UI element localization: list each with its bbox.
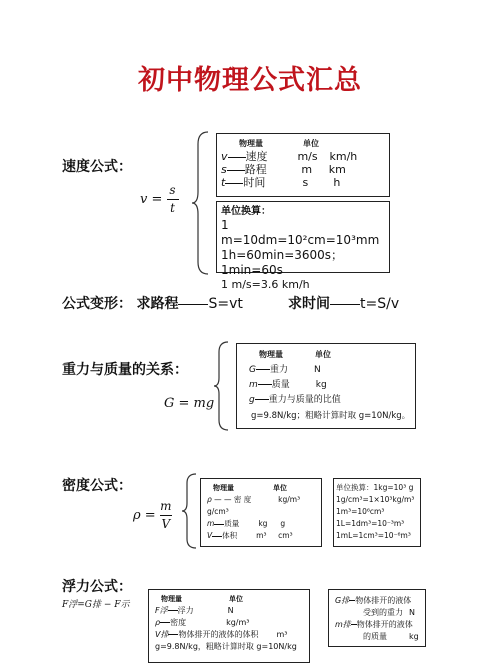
conversion-line: 1g/cm³=1×10³kg/m³	[336, 495, 415, 504]
gravity-formula: G = mg	[164, 396, 215, 411]
speed-frac-num: s	[169, 183, 176, 197]
density-formula-lhs: ρ =	[133, 508, 156, 523]
conversion-line: 1 m/s=3.6 km/h	[221, 278, 310, 291]
buoyancy-side-box	[328, 589, 426, 647]
buoyancy-formula: F浮=G排 − F示	[62, 600, 130, 610]
speed-formula	[140, 184, 179, 215]
buoyancy-side-line: 受到的重力 N	[363, 608, 415, 617]
buoyancy-note: g=9.8N/kg，粗略计算时取 g=10N/kg	[155, 642, 297, 651]
page-title: 初中物理公式汇总	[138, 65, 362, 96]
gravity-row-g: G 重力 N	[249, 365, 321, 375]
speed-row-s: s 路程 m km	[221, 163, 346, 176]
conversion-line: 1L=1dm³=10⁻³m³	[336, 519, 405, 528]
density-row-rho-unit2: g/cm³	[207, 507, 229, 516]
density-row-rho: ρ — — 密 度 kg/m³	[207, 495, 301, 504]
conversion-line: 1m³=10⁶cm³	[336, 507, 385, 516]
buoyancy-quantity-box	[148, 589, 310, 663]
speed-row-v: v 速度 m/s km/h	[221, 150, 358, 163]
conversion-line: 1h=60min=3600s；	[221, 248, 344, 262]
speed-frac-den: t	[170, 201, 175, 215]
gravity-note: g=9.8N/kg；粗略计算时取 g=10N/kg。	[251, 411, 411, 421]
transform-line	[62, 293, 243, 313]
density-fraction	[160, 500, 172, 531]
speed-quantity-box	[216, 133, 390, 197]
conversion-title: 单位换算：	[221, 206, 271, 217]
col-header-quantity: 物理量	[259, 350, 283, 359]
transform-label: 公式变形：	[62, 296, 132, 312]
transform-line-2	[288, 293, 399, 313]
density-frac-den: V	[161, 517, 171, 531]
buoyancy-row-rho: ρ 密度 kg/m³	[155, 618, 250, 627]
buoyancy-side-line: m排 物体排开的液体	[335, 620, 413, 629]
fraction-bar	[167, 199, 179, 200]
conversion-line: 单位换算：1kg=10³ g	[336, 483, 414, 492]
gravity-quantity-box	[236, 343, 416, 429]
density-formula	[133, 500, 172, 531]
gravity-row-ratio: g 重力与质量的比值	[249, 395, 341, 405]
buoyancy-label: 浮力公式：	[62, 579, 132, 595]
col-header-quantity: 物理量	[161, 595, 182, 603]
col-header-unit: 单位	[273, 484, 287, 492]
density-row-v: V 体积 m³ cm³	[207, 531, 293, 540]
conversion-line: 1mL=1cm³=10⁻⁶m³	[336, 531, 411, 540]
col-header-unit: 单位	[303, 139, 319, 148]
transform-part1: 求路程	[136, 296, 179, 312]
transform-eq1: S=vt	[208, 296, 243, 312]
conversion-line: 1 m=10dm=10²cm=10³mm	[221, 218, 380, 247]
speed-brace-icon	[190, 130, 212, 276]
speed-formula-lhs: v =	[140, 192, 163, 207]
fraction-bar	[160, 515, 172, 516]
col-header-quantity: 物理量	[213, 484, 234, 492]
density-row-m: m 质量 kg g	[207, 519, 286, 528]
speed-conversion-box	[216, 201, 390, 291]
speed-fraction	[167, 184, 179, 215]
col-header-unit: 单位	[229, 595, 243, 603]
gravity-label: 重力与质量的关系：	[62, 362, 188, 378]
transform-eq2: t=S/v	[360, 296, 400, 312]
density-brace-icon	[180, 472, 200, 550]
density-label: 密度公式：	[62, 478, 132, 494]
buoyancy-side-line: 的质量 kg	[363, 632, 419, 641]
buoyancy-row-v: V排 物体排开的液体的体积 m³	[155, 630, 288, 639]
col-header-quantity: 物理量	[239, 139, 263, 148]
buoyancy-row-f: F浮 浮力 N	[155, 606, 234, 615]
speed-row-t: t 时间 s h	[221, 176, 341, 189]
speed-label: 速度公式：	[62, 159, 132, 175]
density-quantity-box	[200, 478, 322, 547]
buoyancy-side-line: G排 物体排开的液体	[335, 596, 412, 605]
gravity-brace-icon	[212, 340, 232, 432]
conversion-line: 1min=60s	[221, 263, 283, 277]
density-frac-num: m	[160, 499, 172, 513]
col-header-unit: 单位	[315, 350, 331, 359]
density-conversion-box	[333, 478, 421, 547]
transform-part2: 求时间	[288, 296, 330, 312]
gravity-row-m: m 质量 kg	[249, 380, 327, 390]
